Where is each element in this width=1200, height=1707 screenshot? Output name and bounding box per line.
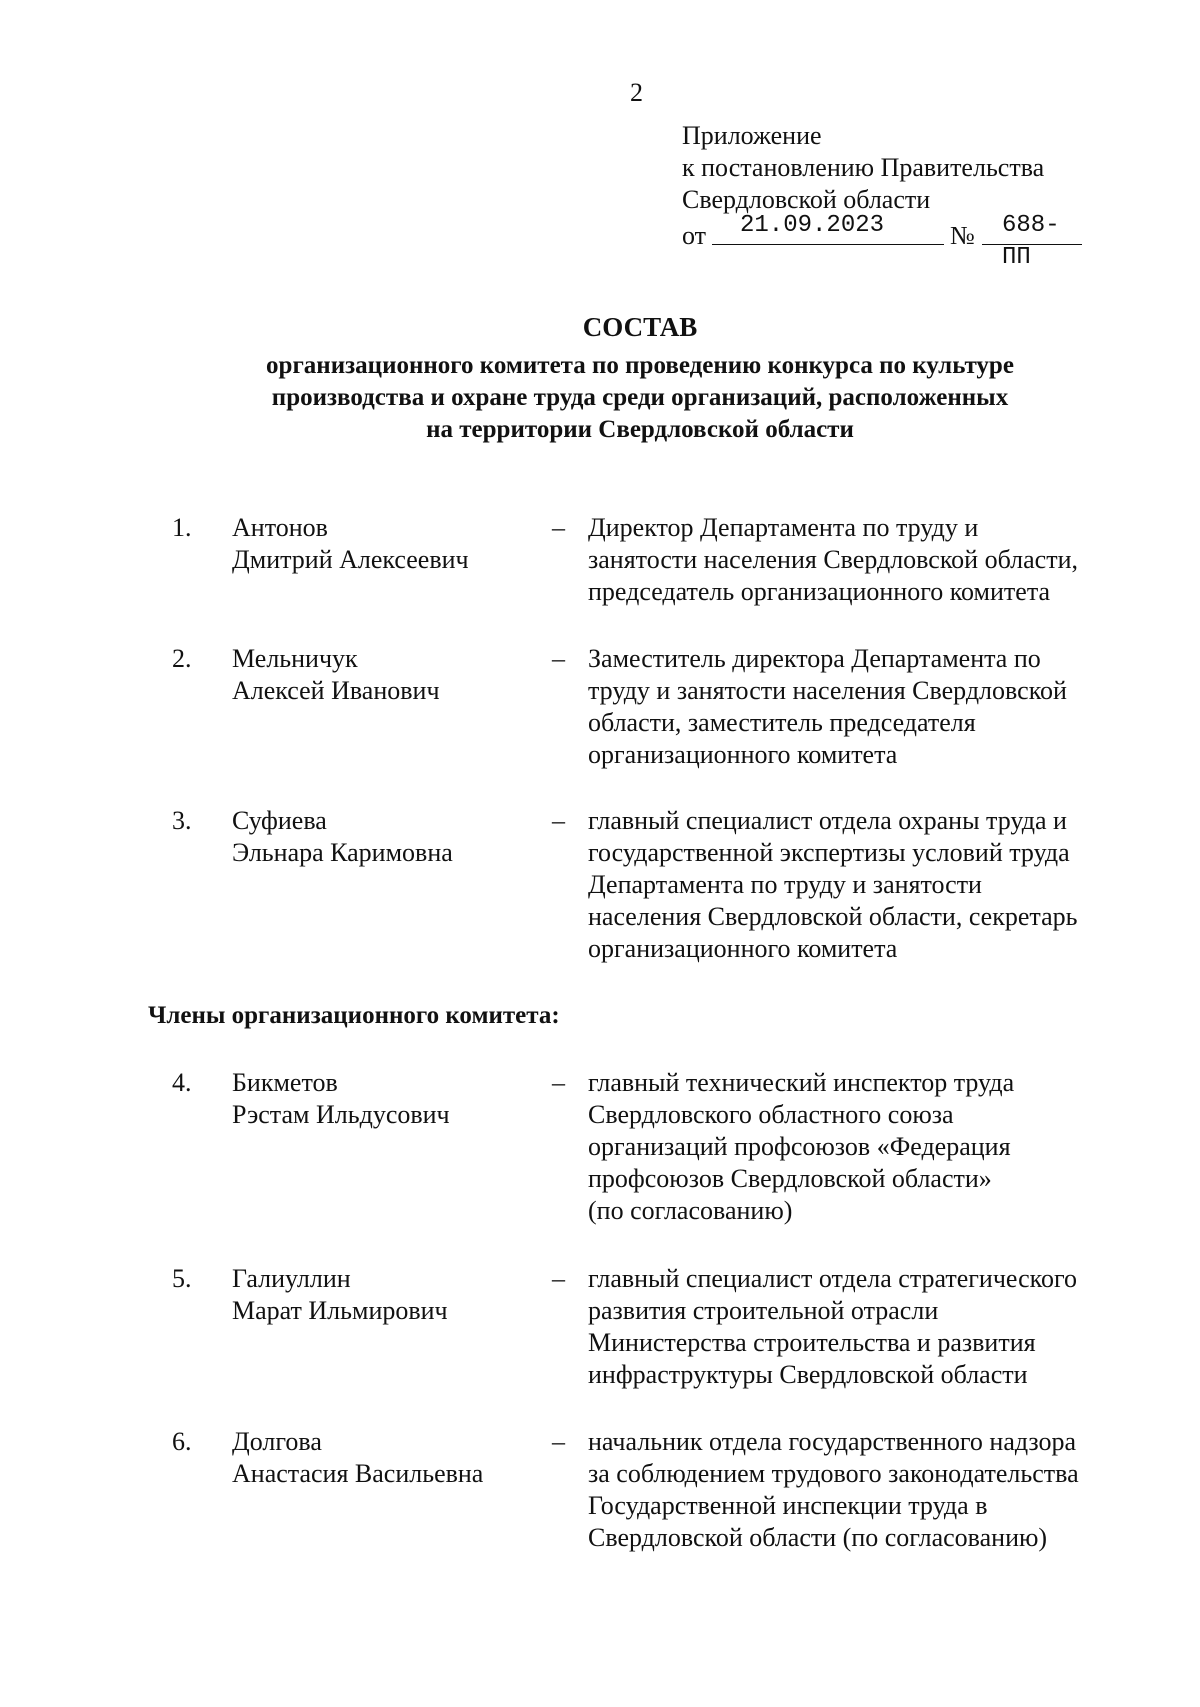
entry-name: [232, 1426, 532, 1490]
dash: –: [552, 806, 565, 835]
position-line: государственной экспертизы условий труда: [588, 838, 1070, 867]
entry-number: 2.: [172, 644, 192, 673]
entry-position: [588, 1426, 1138, 1554]
position-line: занятости населения Свердловской области,: [588, 545, 1078, 574]
position-line: организаций профсоюзов «Федерация: [588, 1132, 1011, 1161]
dash: –: [552, 1427, 565, 1456]
entry-position: [588, 512, 1138, 608]
position-line: инфраструктуры Свердловской области: [588, 1360, 1028, 1389]
position-line: Департамента по труду и занятости: [588, 870, 982, 899]
number-label: №: [950, 221, 975, 250]
given-names: Эльнара Каримовна: [232, 838, 453, 867]
position-line: Министерства строительства и развития: [588, 1328, 1036, 1357]
entry-number: 5.: [172, 1264, 192, 1293]
position-line: Свердловского областного союза: [588, 1100, 954, 1129]
position-line: Государственной инспекции труда в: [588, 1491, 988, 1520]
appendix-block: [682, 120, 1060, 271]
position-line: организационного комитета: [588, 934, 898, 963]
entry-number: 3.: [172, 806, 192, 835]
entry-name: [232, 643, 532, 707]
entry-position: [588, 805, 1138, 965]
entry-number: 6.: [172, 1427, 192, 1456]
entry-position: [588, 1067, 1138, 1227]
surname: Бикметов: [232, 1068, 338, 1097]
position-line: Свердловской области (по согласованию): [588, 1523, 1048, 1552]
position-line: председатель организационного комитета: [588, 577, 1051, 606]
dash: –: [552, 513, 565, 542]
appendix-line: Свердловской области: [682, 185, 931, 214]
entry-position: [588, 1263, 1138, 1391]
entry-name: [232, 1263, 532, 1327]
given-names: Дмитрий Алексеевич: [232, 545, 469, 574]
position-line: профсоюзов Свердловской области»: [588, 1164, 992, 1193]
given-names: Анастасия Васильевна: [232, 1459, 484, 1488]
position-line: начальник отдела государственного надзора: [588, 1427, 1077, 1456]
subtitle-line: производства и охране труда среди организаций, расположенных: [271, 384, 1009, 411]
entry-position: [588, 643, 1138, 771]
surname: Галиуллин: [232, 1264, 351, 1293]
position-line: главный специалист отдела охраны труда и: [588, 806, 1067, 835]
given-names: Рэстам Ильдусович: [232, 1100, 450, 1129]
position-line: организационного комитета: [588, 740, 898, 769]
position-line: Директор Департамента по труду и: [588, 513, 979, 542]
entry-name: [232, 1067, 532, 1131]
position-line: труду и занятости населения Свердловской: [588, 676, 1067, 705]
position-line: (по согласованию): [588, 1196, 793, 1225]
page-number: 2: [630, 78, 643, 107]
surname: Суфиева: [232, 806, 327, 835]
subtitle-line: организационного комитета по проведению конкурса по культуре: [266, 352, 1014, 379]
position-line: главный технический инспектор труда: [588, 1068, 1015, 1097]
document-title: СОСТАВ: [582, 312, 698, 342]
dash: –: [552, 644, 565, 673]
surname: Долгова: [232, 1427, 322, 1456]
date-value: 21.09.2023: [740, 212, 885, 239]
position-line: за соблюдением трудового законодательства: [588, 1459, 1079, 1488]
position-line: области, заместитель председателя: [588, 708, 976, 737]
surname: Антонов: [232, 513, 328, 542]
appendix-line: Приложение: [682, 121, 822, 150]
entry-name: [232, 512, 532, 576]
subtitle-line: на территории Свердловской области: [426, 416, 854, 443]
appendix-date-line: [682, 212, 1060, 271]
given-names: Алексей Иванович: [232, 676, 440, 705]
given-names: Марат Ильмирович: [232, 1296, 448, 1325]
document-subtitle: [180, 350, 1100, 446]
dash: –: [552, 1068, 565, 1097]
position-line: главный специалист отдела стратегического: [588, 1264, 1077, 1293]
position-line: Заместитель директора Департамента по: [588, 644, 1041, 673]
position-line: развития строительной отрасли: [588, 1296, 939, 1325]
members-heading: Члены организационного комитета:: [148, 1002, 560, 1029]
entry-number: 4.: [172, 1068, 192, 1097]
date-underline: [712, 244, 944, 245]
entry-name: [232, 805, 532, 869]
appendix-line: к постановлению Правительства: [682, 153, 1045, 182]
surname: Мельничук: [232, 644, 358, 673]
entry-number: 1.: [172, 513, 192, 542]
date-label: от: [682, 221, 707, 250]
number-value: 688-ПП: [1002, 212, 1060, 271]
position-line: населения Свердловской области, секретарь: [588, 902, 1078, 931]
dash: –: [552, 1264, 565, 1293]
